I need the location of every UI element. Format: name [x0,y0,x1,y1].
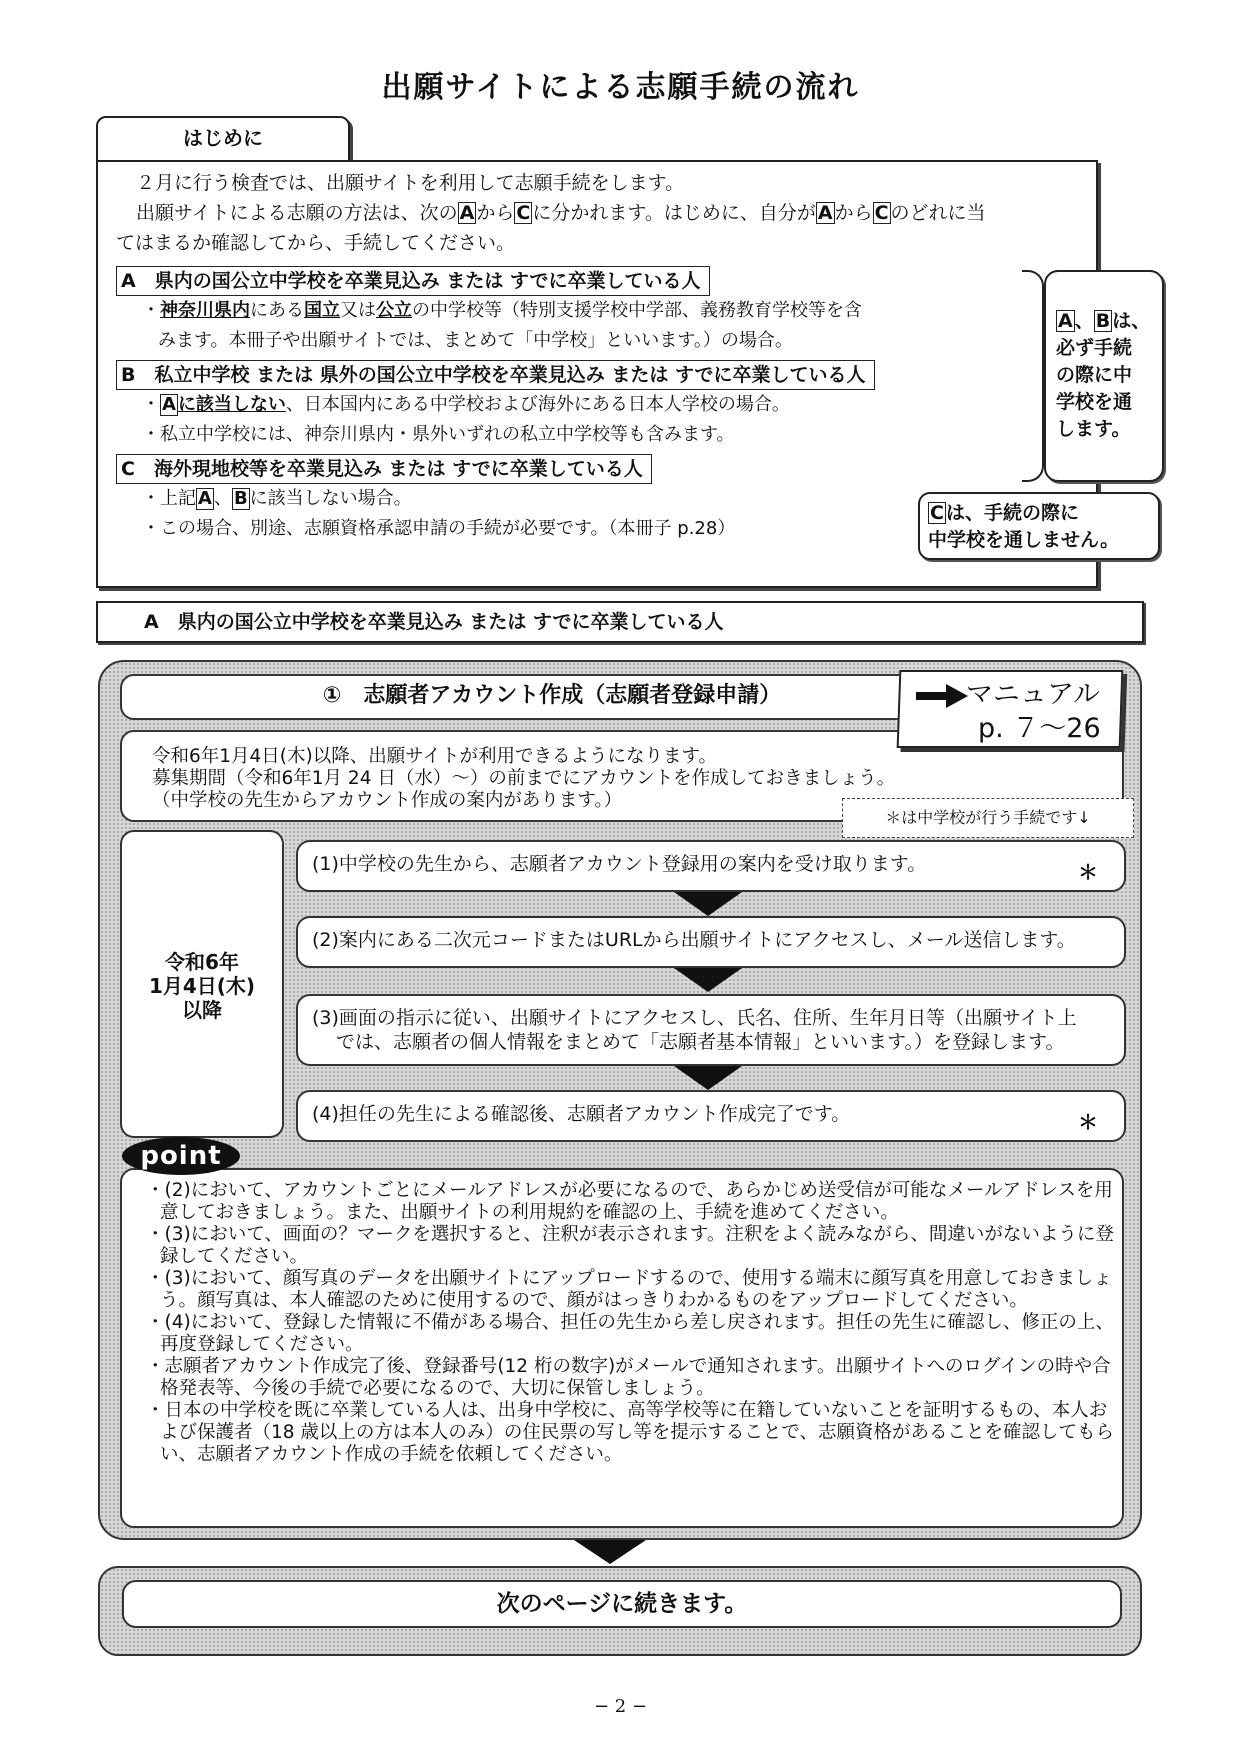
underlined-term: 国立 [304,300,340,321]
manual-pages: p. ７〜26 [978,713,1101,744]
point-list [122,1170,1122,1466]
intro-tab [96,116,350,162]
note-text: は、手続の際に [945,502,1079,524]
intro-text: に分かれます。はじめに、自分が [532,202,816,224]
section-b-bullet-1 [116,390,1096,420]
section-a-heading: A 県内の国公立中学校を卒業見込み または すでに卒業している人 [116,266,710,296]
date-box [120,830,284,1138]
bullet-dot: ・ [142,300,160,321]
category-a-mark: A [459,202,475,224]
bullet-text: 又は [340,300,376,321]
date-line: 1月4日(木) [148,974,256,998]
step-1-4 [296,1090,1126,1142]
note-text: の際に中 [1056,364,1133,386]
point-item: ・(2)において、アカウントごとにメールアドレスが必要になるので、あらかじめ送受信が可能なメールアドレスを用意しておきましょう。また、出願サイトの利用規約を確認の上、手続を進めてください。 [146,1180,1113,1223]
date-line: 令和6年 [165,950,239,974]
point-item: ・(3)において、画面の？マークを選択すると、注釈が表示されます。注釈をよく読みながら、間違いがないように登録してください。 [146,1224,1114,1267]
bullet-text: の中学校等（特別支援学校中学部、義務教育学校等を含 [412,300,862,321]
underlined-term: 公立 [376,300,412,321]
step-text: (1)中学校の先生から、志願者アカウント登録用の案内を受け取ります。 [312,853,927,875]
intro-text: から [834,202,873,224]
page-number: − 2 − [593,1696,648,1717]
intro-paragraph-1: ２月に行う検査では、出願サイトを利用して志願手続をします。 [136,172,685,194]
star-note-text: ＊は中学校が行う手続です↓ [885,808,1091,827]
section-c-heading: C 海外現地校等を卒業見込み または すでに卒業している人 [116,454,652,484]
note-c-box [918,492,1160,560]
page-title: 出願サイトによる志願手続の流れ [381,70,860,105]
down-arrow-icon [574,1540,646,1564]
note-text: は、 [1112,310,1151,332]
point-box [120,1168,1124,1528]
step-text: (2)案内にある二次元コードまたはURLから出願サイトにアクセスし、メール送信します。 [312,929,1076,951]
category-a-mark: A [162,394,176,415]
note-text: 必ず手続 [1056,337,1133,359]
intro-paragraph-3: てはまるか確認してから、手続してください。 [116,232,516,254]
note-text: 中学校を通しません。 [928,529,1120,551]
underlined-term: に該当しない [177,394,286,415]
category-c-mark: C [874,202,889,224]
flow-header-text: A 県内の国公立中学校を卒業見込み または すでに卒業している人 [144,611,724,633]
step-1-3 [296,994,1126,1066]
category-a-mark: A [817,202,833,224]
bullet-text: ・上記 [142,488,196,509]
step-text: (4)担任の先生による確認後、志願者アカウント作成完了です。 [312,1103,851,1125]
flow-header [96,601,1144,643]
arrow-right-icon [916,684,968,708]
step-1-2 [296,916,1126,968]
info-line-3: （中学校の先生からアカウント作成の案内があります。） [152,790,623,811]
bullet-text: 、 [213,488,232,509]
step-1-1 [296,840,1126,892]
category-b-mark: B [233,488,248,509]
intro-tab-label: はじめに [183,126,263,150]
point-label [122,1137,240,1175]
down-arrow-icon [674,968,742,992]
point-item: ・(3)において、顔写真のデータを出願サイトにアップロードするので、使用する端末に顔写真を用意しておきましょう。顔写真は、本人確認のために使用するので、顔がはっきりわかるものをアップロードしてください。 [146,1268,1112,1311]
bullet-dot: ・ [142,394,160,415]
note-text: 学校を通 [1056,391,1133,413]
note-ab-box: A 、 B は、 必ず手続 の際に中 学校を通 します。 [1044,270,1164,482]
section-b-bullet-2: ・私立中学校には、神奈川県内・県外いずれの私立中学校等も含みます。 [142,424,735,445]
info-line-2: 募集期間（令和6年1月 24 日（水）〜）の前までにアカウントを作成しておきましょう。 [152,768,896,789]
category-a-mark: A [1058,310,1073,332]
step-text-line: (3)画面の指示に従い、出願サイトにアクセスし、氏名、住所、生年月日等（出願サイト上 [312,1007,1077,1029]
section-a-bullet-1-cont: みます。本冊子や出願サイトでは、まとめて「中学校」といいます。）の場合。 [158,330,793,351]
category-c-mark: C [930,502,944,524]
section-c-bullet-2: ・この場合、別途、志願資格承認申請の手続が必要です。（本冊子 p.28） [142,518,736,539]
continue-text: 次のページに続きます。 [496,1591,748,1617]
manual-reference-card [898,670,1128,752]
section-b-heading: B 私立中学校 または 県外の国公立中学校を卒業見込み または すでに卒業している人 [116,360,875,390]
underlined-term: 神奈川県内 [160,300,250,321]
bullet-text: に該当しない場合。 [249,488,412,509]
info-line-1: 令和6年1月4日(木)以降、出願サイトが利用できるようになります。 [152,746,717,767]
category-b-mark: B [1095,310,1111,332]
date-line: 以降 [182,998,222,1022]
brace-bracket [1022,270,1044,482]
intro-text: のどれに当 [890,202,986,224]
manual-label: マニュアル [966,679,1100,710]
intro-paragraph-2 [116,198,1096,228]
school-task-star: ＊ [1078,860,1098,884]
point-item: ・志願者アカウント作成完了後、登録番号(12 桁の数字)がメールで通知されます。出願サイトへのログインの時や合格発表等、今後の手続で必要になるので、大切に保管しましょう。 [146,1356,1111,1399]
bullet-text: 、日本国内にある中学校および海外にある日本人学校の場合。 [285,394,790,415]
continue-box [122,1580,1122,1628]
category-c-mark: C [516,202,531,224]
step-text [298,996,1124,1054]
intro-text: 出願サイトによる志願の方法は、次の [136,202,458,224]
bullet-text: にある [250,300,304,321]
school-task-star: ＊ [1078,1110,1098,1134]
point-label-text: point [140,1141,222,1171]
point-item: ・(4)において、登録した情報に不備がある場合、担任の先生から差し戻されます。担任の先生に確認し、修正の上、再度登録してください。 [146,1312,1114,1355]
step-text-line: では、志願者の個人情報をまとめて「志願者基本情報」といいます。）を登録します。 [336,1031,1065,1053]
down-arrow-icon [674,1066,742,1090]
step-1-title: ① 志願者アカウント作成（志願者登録申請） [322,683,782,708]
section-a-bullet-1 [116,296,1096,326]
category-a-mark: A [198,488,212,509]
point-item: ・日本の中学校を既に卒業している人は、出身中学校に、高等学校等に在籍していないことを証明するもの、本人および保護者（18 歳以上の方は本人のみ）の住民票の写し等を提示することで、志願資格があることを確認してもらい、志願者アカウント作成の手続を依頼してください。 [146,1400,1115,1465]
note-text: します。 [1056,418,1131,440]
down-arrow-icon [674,892,742,916]
intro-text: から [476,202,515,224]
star-note [842,798,1134,838]
